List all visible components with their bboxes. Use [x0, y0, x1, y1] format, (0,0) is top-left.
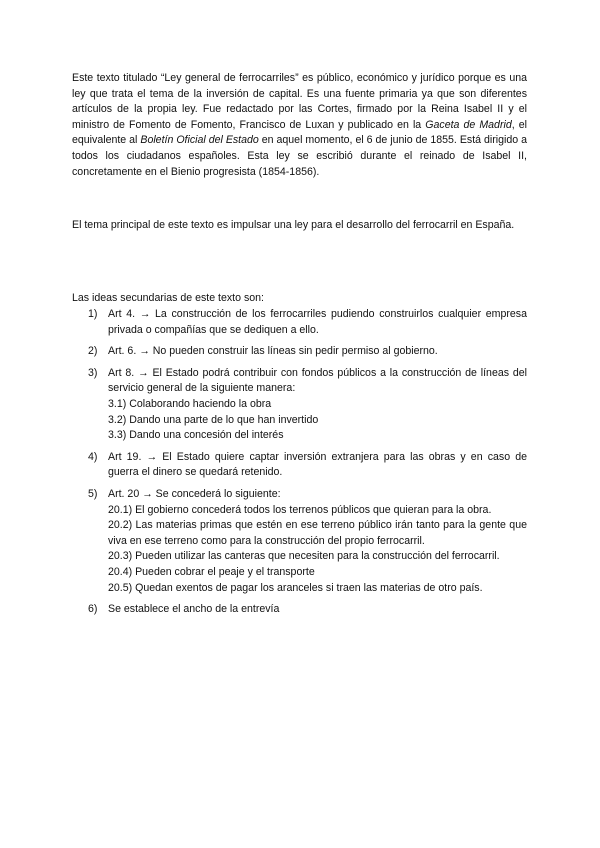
sub-item: 20.1) El gobierno concederá todos los terrenos públicos que quieran para la obra. [108, 503, 492, 516]
boletin-title: Boletín Oficial del Estado [140, 134, 259, 147]
item-number: 1) [88, 308, 98, 320]
gaceta-title: Gaceta de Madrid [425, 118, 512, 131]
item-number: 4) [88, 450, 98, 463]
intro-text-1: Este texto titulado “Ley general de ferrocarriles” es público, económico y jurídico porque es una ley que trata el tema de la inversión de capital. Es una fuente primaria ya que son diferentes artículos de la propia ley. Fue redactado por las Cortes, firmado por la Reina Isabel II y el ministro de Fomento de Fomento, Francisco de Luxan y publicado en la [72, 72, 527, 131]
item-number: 2) [88, 345, 98, 358]
item-text: Art. 20 → Se concederá lo siguiente: [108, 487, 281, 500]
list-item [72, 344, 527, 360]
intro-text-2: , el equivalente al [72, 118, 527, 147]
list-item [72, 307, 527, 338]
item-text: Art. 6. → No pueden construir las líneas sin pedir permiso al gobierno. [108, 345, 438, 358]
ideas-title: Las ideas secundarias de este texto son: [72, 292, 264, 304]
sub-item: 3.1) Colaborando haciendo la obra [108, 397, 272, 410]
sub-item: 20.2) Las materias primas que estén en ese terreno público irán tanto para la gente que viva en ese terreno como para la construcción del propio ferrocarril. [108, 519, 527, 547]
item-text: Se establece el ancho de la entrevía [108, 603, 280, 616]
intro-text-3: en aquel momento, el 6 de junio de 1855. Está dirigido a todos los ciudadanos españoles. Esta ley se escribió durante el reinado de Isabel II, concretamente en el Bienio progresista (1854-1856). [72, 134, 527, 178]
item-text: Art 4. → La construcción de los ferrocarriles pudiendo construirlos cualquier empresa privada o compañías que se dediquen a ello. [108, 308, 527, 336]
sub-item: 20.3) Pueden utilizar las canteras que necesiten para la construcción del ferrocarril. [108, 550, 500, 563]
list-item [72, 450, 527, 481]
item-number: 6) [88, 603, 98, 616]
item-text: Art 19. → El Estado quiere captar inversión extranjera para las obras y en caso de guerra el dinero se quedará retenido. [108, 450, 527, 479]
item-number: 5) [88, 487, 98, 500]
sub-item: 20.5) Quedan exentos de pagar los aranceles si traen las materias de otro país. [108, 581, 483, 594]
item-text: Art 8. → El Estado podrá contribuir con fondos públicos a la construcción de líneas del servicio general de la siguiente manera: [108, 366, 527, 395]
sub-item: 20.4) Pueden cobrar el peaje y el transporte [108, 565, 315, 578]
item-number: 3) [88, 366, 98, 379]
list-item [72, 487, 527, 596]
ideas-list [72, 307, 527, 624]
sub-item: 3.2) Dando una parte de lo que han invertido [108, 413, 319, 426]
sub-item: 3.3) Dando una concesión del interés [108, 429, 284, 442]
intro-paragraph [72, 71, 527, 180]
tema-paragraph: El tema principal de este texto es impulsar una ley para el desarrollo del ferrocarril en España. [72, 219, 515, 231]
list-item [72, 602, 527, 618]
list-item [72, 366, 527, 444]
